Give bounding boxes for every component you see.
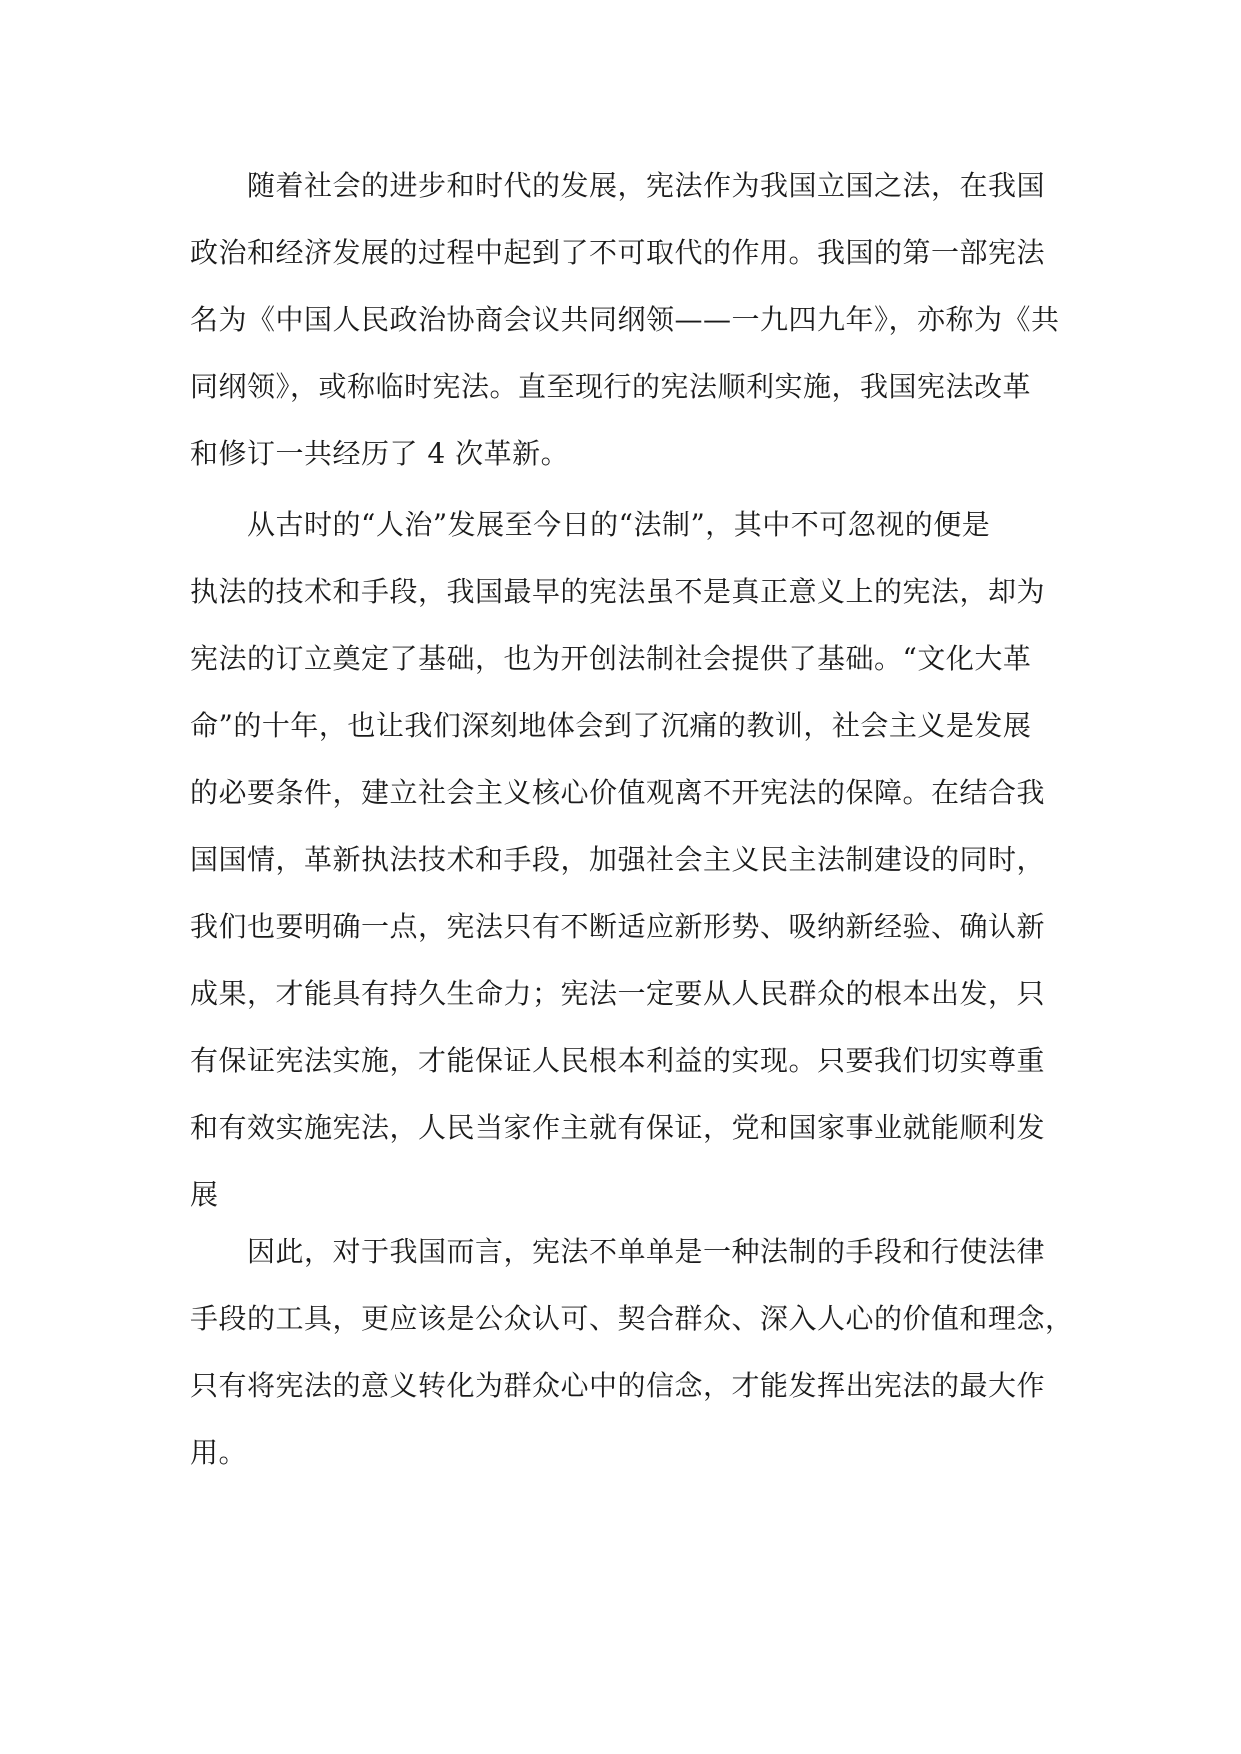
paragraph-line: 随着社会的进步和时代的发展，宪法作为我国立国之法，在我国 [190, 169, 1046, 202]
paragraph-line: 名为《中国人民政治协商会议共同纲领——一九四九年》，亦称为《共 [190, 303, 1060, 336]
paragraph-line: 和有效实施宪法，人民当家作主就有保证，党和国家事业就能顺利发 [190, 1111, 1046, 1144]
paragraph-line: 执法的技术和手段，我国最早的宪法虽不是真正意义上的宪法，却为 [190, 575, 1046, 608]
paragraph-line: 因此，对于我国而言，宪法不单单是一种法制的手段和行使法律 [190, 1235, 1046, 1268]
paragraph-line: 成果，才能具有持久生命力；宪法一定要从人民群众的根本出发，只 [190, 977, 1046, 1010]
paragraph-line: 的必要条件，建立社会主义核心价值观离不开宪法的保障。在结合我 [190, 776, 1046, 809]
paragraph-line: 从古时的“人治”发展至今日的“法制”，其中不可忽视的便是 [190, 508, 991, 541]
paragraph-line: 命”的十年，也让我们深刻地体会到了沉痛的教训，社会主义是发展 [190, 709, 1032, 742]
paragraph-line: 用。 [190, 1436, 248, 1469]
paragraph-line: 我们也要明确一点，宪法只有不断适应新形势、吸纳新经验、确认新 [190, 910, 1046, 943]
paragraph-line: 同纲领》，或称临时宪法。直至现行的宪法顺利实施，我国宪法改革 [190, 370, 1032, 403]
paragraph-line: 政治和经济发展的过程中起到了不可取代的作用。我国的第一部宪法 [190, 236, 1046, 269]
paragraph-line: 有保证宪法实施，才能保证人民根本利益的实现。只要我们切实尊重 [190, 1044, 1046, 1077]
paragraph-line: 只有将宪法的意义转化为群众心中的信念，才能发挥出宪法的最大作 [190, 1369, 1046, 1402]
paragraph-line: 手段的工具，更应该是公众认可、契合群众、深入人心的价值和理念， [190, 1302, 1074, 1335]
paragraph-line: 宪法的订立奠定了基础，也为开创法制社会提供了基础。“文化大革 [190, 642, 1032, 675]
paragraph-line: 国国情，革新执法技术和手段，加强社会主义民主法制建设的同时， [190, 843, 1046, 876]
paragraph-line: 和修订一共经历了 4 次革新。 [190, 437, 570, 470]
paragraph-2 [190, 491, 1070, 1228]
paragraph-3 [190, 1218, 1074, 1486]
paragraph-line: 展 [190, 1178, 219, 1211]
paragraph-1 [190, 152, 1070, 487]
